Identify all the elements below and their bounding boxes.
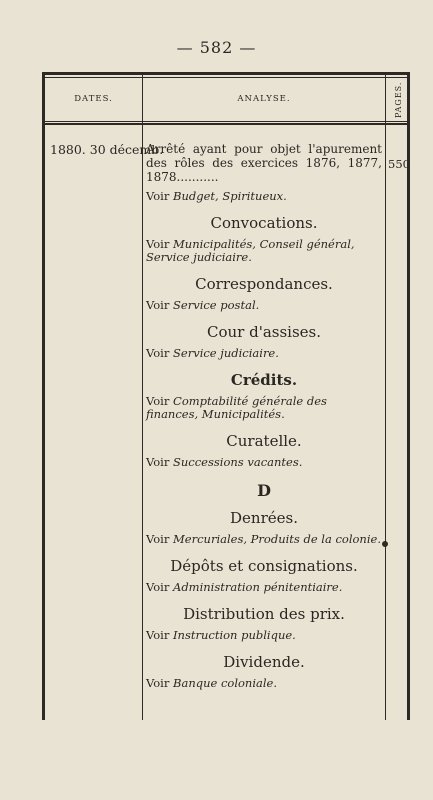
see-also-reference: Budget, Spiritueux. (173, 189, 287, 203)
header-dates: DATES. (74, 94, 113, 104)
see-also-prefix: Voir (146, 346, 170, 360)
see-also (146, 395, 382, 421)
see-also (146, 533, 382, 546)
see-also-prefix: Voir (146, 237, 170, 251)
see-also (146, 677, 382, 690)
see-also (146, 456, 382, 469)
section-heading: Dividende. (223, 653, 305, 671)
header-rule (42, 121, 410, 122)
see-also-prefix: Voir (146, 676, 170, 690)
pages-column-divider (385, 72, 386, 720)
header-analyse: ANALYSE. (237, 94, 291, 104)
table-top-rule (42, 72, 410, 75)
see-also-prefix: Voir (146, 455, 170, 469)
see-also-reference: Municipalités, Conseil général, Service judiciaire. (146, 237, 355, 264)
see-also-prefix: Voir (146, 394, 170, 408)
section-heading: Dépôts et consignations. (170, 557, 358, 575)
see-also (146, 190, 382, 203)
section-heading: Cour d'assises. (206, 323, 321, 341)
header-rule-thick (42, 123, 410, 125)
see-also-reference: Administration pénitentiaire. (173, 580, 343, 594)
see-also-reference: Instruction publique. (173, 628, 296, 642)
entry-text: Arrêté ayant pour objet l'apurement des rôles des exercices 1876, 1877, 1878........... (146, 142, 382, 184)
entry-date: 1880. 30 décemb. (50, 142, 164, 157)
index-table (42, 72, 410, 720)
see-also-reference: Comptabilité générale des finances, Municipalités. (146, 394, 327, 421)
see-also (146, 581, 382, 594)
see-also-reference: Service judiciaire. (173, 346, 279, 360)
section-heading: Correspondances. (195, 275, 333, 293)
section-heading: Denrées. (230, 509, 298, 527)
see-also-reference: Service postal. (173, 298, 260, 312)
bullet-mark (382, 541, 388, 547)
section-heading: Convocations. (210, 214, 318, 232)
section-heading: Crédits. (230, 371, 298, 389)
see-also (146, 629, 382, 642)
alphabet-letter-heading: D (257, 481, 271, 500)
see-also-prefix: Voir (146, 580, 170, 594)
see-also (146, 238, 382, 264)
dates-column-divider (142, 72, 143, 720)
section-heading: Distribution des prix. (183, 605, 345, 623)
see-also-reference: Banque coloniale. (173, 676, 278, 690)
see-also-prefix: Voir (146, 298, 170, 312)
table-top-rule-thin (42, 77, 410, 78)
see-also-reference: Mercuriales, Produits de la colonie. (173, 532, 381, 546)
page-number: — 582 — (176, 38, 257, 57)
entry-page-number: 550 (388, 157, 410, 171)
analyse-column (146, 142, 382, 690)
see-also-reference: Successions vacantes. (173, 455, 303, 469)
see-also-prefix: Voir (146, 189, 170, 203)
see-also-prefix: Voir (146, 628, 170, 642)
header-pages: PAGES. (394, 81, 403, 119)
see-also (146, 347, 382, 360)
see-also-prefix: Voir (146, 532, 170, 546)
section-heading: Curatelle. (226, 432, 302, 450)
see-also (146, 299, 382, 312)
left-border (42, 72, 45, 720)
